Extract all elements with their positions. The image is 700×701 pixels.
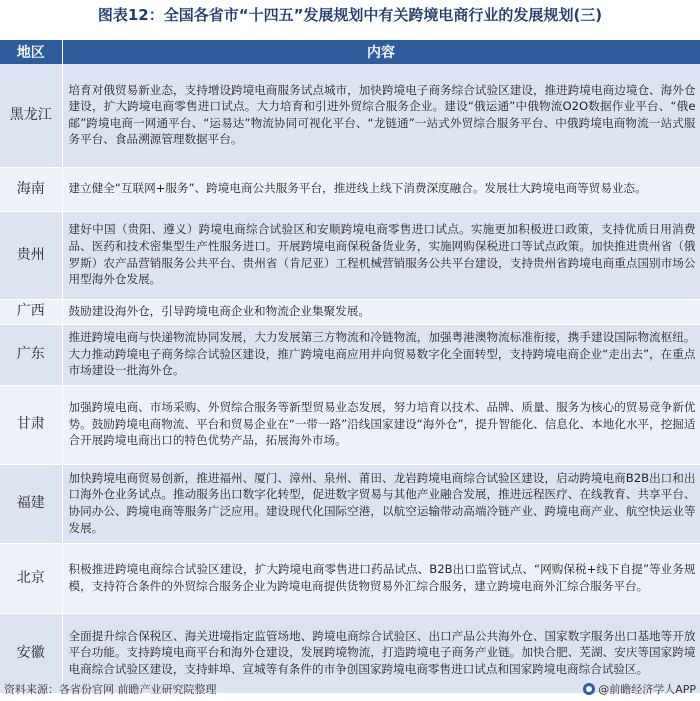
column-header-region: 地区 (0, 40, 62, 64)
table-row (0, 64, 700, 167)
footer (0, 678, 700, 698)
region-cell: 福建 (0, 464, 62, 543)
content-cell: 推进跨境电商与快递物流协同发展，大力发展第三方物流和冷链物流，加强粤港澳物流标准衔接，携手建设国际物流枢纽。大力推动跨境电子商务综合试验区建设，推广跨境电商应用并向贸易数字化全面转型，支持跨境电商企业“走出去”，在重点市场建设一批海外仓。 (62, 324, 700, 385)
region-cell: 黑龙江 (0, 64, 62, 167)
table-row (0, 324, 700, 385)
region-cell: 贵州 (0, 211, 62, 299)
table-row (0, 464, 700, 543)
content-cell: 培育对俄贸易新业态，支持增设跨境电商服务试点城市，加快跨境电子商务综合试验区建设，推进跨境电商边境仓、海外仓建设，扩大跨境电商零售进口试点。大力培育和引进外贸综合服务企业。建设“俄运通”中俄物流O2O数据作业平台、“俄e邮”跨境电商一网通平台、“运易达”物流协同可视化平台、“龙链通”一站式外贸综合服务平台、中俄跨境电商物流一站式服务平台、食品溯源管理数据平台。 (62, 64, 700, 167)
brand-logo-icon (583, 683, 595, 695)
brand-text: @前瞻经济学人APP (598, 683, 696, 696)
column-header-content: 内容 (62, 40, 700, 64)
content-cell: 鼓励建设海外仓，引导跨境电商企业和物流企业集聚发展。 (62, 299, 700, 324)
regional-plan-table (0, 40, 700, 694)
table-row (0, 543, 700, 613)
content-cell: 积极推进跨境电商综合试验区建设，扩大跨境电商零售进口药品试点、B2B出口监管试点、“网购保税+线下自提”等业务规模，支持符合条件的外贸综合服务企业为跨境电商提供货物贸易外汇综合服务，建立跨境电商外汇综合服务平台。 (62, 543, 700, 613)
region-cell: 甘肃 (0, 385, 62, 464)
content-cell: 建好中国（贵阳、遵义）跨境电商综合试验区和安顺跨境电商零售进口试点。实施更加积极进口政策，支持优质日用消费品、医药和技术密集型生产性服务进口。开展跨境电商保税备货业务，实施网购保税进口等试点政策。加快推进贵州省（俄罗斯）农产品营销服务公共平台、贵州省（肯尼亚）工程机械营销服务公共平台建设，支持贵州省跨境电商重点国别市场公用型海外仓发展。 (62, 211, 700, 299)
region-cell: 广西 (0, 299, 62, 324)
table-row (0, 385, 700, 464)
table-row (0, 167, 700, 211)
table-row (0, 299, 700, 324)
region-cell: 广东 (0, 324, 62, 385)
region-cell: 安徽 (0, 613, 62, 693)
region-cell: 北京 (0, 543, 62, 613)
content-cell: 全面提升综合保税区、海关进境指定监管场地、跨境电商综合试验区、出口产品公共海外仓、国家数字服务出口基地等开放平台功能。支持跨境电商平台和海外仓建设，发展跨境物流，打造跨境电子商务产业链。加快合肥、芜湖、安庆等国家跨境电商综合试验区建设，支持蚌埠、宣城等有条件的市争创国家跨境电商零售进口试点和国家跨境电商综合试验区。 (62, 613, 700, 693)
source-note: 资料来源：各省份官网 前瞻产业研究院整理 (4, 683, 217, 696)
region-cell: 海南 (0, 167, 62, 211)
table-header-row (0, 40, 700, 64)
brand-credit (583, 681, 696, 697)
page-title: 图表12：全国各省市“十四五”发展规划中有关跨境电商行业的发展规划(三) (97, 6, 603, 24)
content-cell: 加快跨境电商贸易创新，推进福州、厦门、漳州、泉州、莆田、龙岩跨境电商综合试验区建设，启动跨境电商B2B出口和出口海外仓业务试点。推动服务出口数字化转型，促进数字贸易与其他产业融合发展，推进远程医疗、在线教育、共享平台、协同办公、跨境电商等服务广泛应用。建设现代化国际空港，以航空运输带动高端冷链产业、跨境电商产业、航空快运业等发展。 (62, 464, 700, 543)
table-row (0, 211, 700, 299)
content-cell: 建立健全“互联网+服务”、跨境电商公共服务平台，推进线上线下消费深度融合。发展壮大跨境电商等贸易业态。 (62, 167, 700, 211)
content-cell: 加强跨境电商、市场采购、外贸综合服务等新型贸易业态发展，努力培育以技术、品牌、质量、服务为核心的贸易竞争新优势。鼓励跨境电商物流、平台和贸易企业在“一带一路”沿线国家建设“海外仓”，提升智能化、信息化、本地化水平，挖掘适合开展跨境电商出口的特色优势产品，拓展海外市场。 (62, 385, 700, 464)
